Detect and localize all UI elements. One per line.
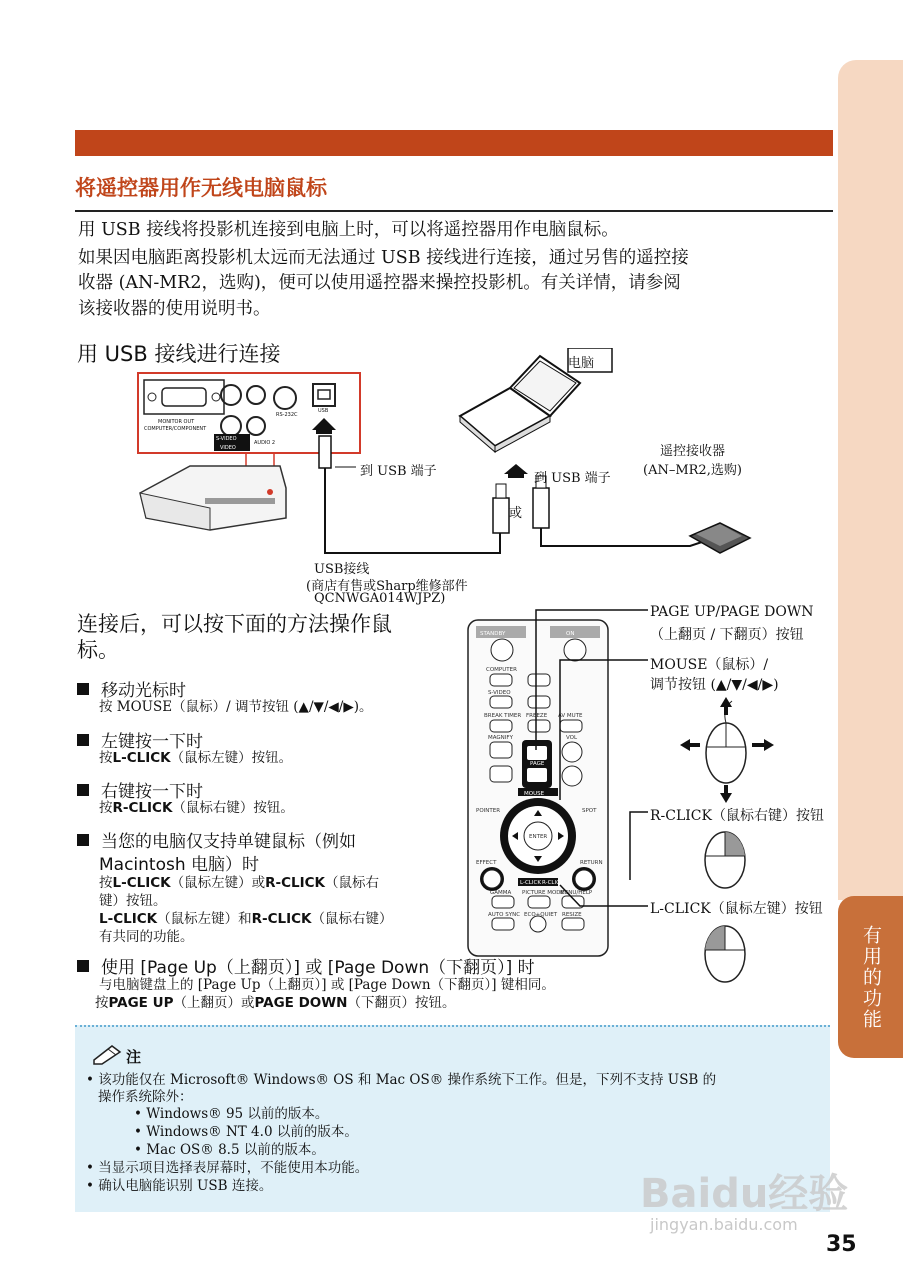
item-right-click-body: 按R-CLICK（鼠标右键）按钮。 [99,800,294,816]
section-title: 将遥控器用作无线电脑鼠标 [75,176,327,200]
intro-paragraph-2-line-2: 收器 (AN-MR2，选购)，便可以使用遥控器来操控投影机。有关详情，请参阅 [78,273,681,293]
callout-r-click: R-CLICK（鼠标右键）按钮 [650,808,824,824]
panel-label-monitor-out: MONITOR OUT [158,419,195,425]
item-single-button-title-1: 当您的电脑仅支持单键鼠标（例如 [77,827,356,852]
item-move-cursor-body: 按 MOUSE（鼠标）/ 调节按钮 (▲/▼/◀/▶)。 [99,699,373,715]
remote-label-standby: STANDBY [480,631,506,637]
item-single-button-body-3: L-CLICK（鼠标左键）和R-CLICK（鼠标右键） [99,911,393,927]
label-usb-cable: USB接线 [314,562,370,577]
after-connect-heading-line-2: 标。 [77,638,119,662]
note-bullet-1-line-2: 操作系统除外： [98,1089,193,1105]
remote-label-computer: COMPUTER [486,667,517,673]
intro-paragraph-1: 用 USB 接线将投影机连接到电脑上时，可以将遥控器用作电脑鼠标。 [78,220,619,240]
remote-label-resize: RESIZE [562,912,582,918]
mouse-move-icon [678,695,778,805]
remote-label-mouse: MOUSE [524,791,545,797]
remote-label-vol: VOL [566,735,578,741]
remote-label-enter: ENTER [529,834,548,840]
item-page-up-down-body-2: 按PAGE UP（上翻页）或PAGE DOWN（下翻页）按钮。 [95,995,456,1011]
remote-label-l-click: L-CLICK [520,880,541,886]
callout-l-click: L-CLICK（鼠标左键）按钮 [650,901,823,917]
note-sub-bullet-2: • Windows® NT 4.0 以前的版本。 [134,1124,358,1140]
remote-label-on: ON [566,631,575,637]
section-divider [75,210,833,212]
panel-label-s-video: S-VIDEO [216,436,237,442]
note-bullet-2: • 当显示项目选择表屏幕时，不能使用本功能。 [86,1160,369,1176]
callout-lines [530,600,650,920]
item-page-up-down-body-1: 与电脑键盘上的 [Page Up（上翻页）] 或 [Page Down（下翻页）] 键相同。 [99,977,555,993]
note-title: 注 [126,1048,142,1066]
usb-connection-heading: 用 USB 接线进行连接 [77,342,281,366]
remote-label-eco-quiet: ECO+QUIET [524,912,558,918]
item-right-click-title: 右键按一下时 [77,777,203,802]
usb-connection-diagram [130,348,770,610]
label-usb-cable-source: (商店有售或Sharp维修部件 [306,579,468,594]
item-move-cursor-title: 移动光标时 [77,676,186,701]
side-tab-useful-functions[interactable]: 有用的功能 [838,896,903,1058]
callout-mouse-1: MOUSE（鼠标）/ [650,657,769,673]
watermark-logo: Baidu经验 [640,1171,849,1217]
intro-paragraph-2-line-3: 该接收器的使用说明书。 [78,299,271,319]
item-left-click-body: 按L-CLICK（鼠标左键）按钮。 [99,750,293,766]
label-to-usb-port-pc: 到 USB 端子 [534,471,611,486]
watermark-url: jingyan.baidu.com [650,1215,798,1234]
label-receiver: 遥控接收器 [660,444,726,459]
panel-label-rs232c: RS-232C [276,412,298,418]
remote-label-s-video: S-VIDEO [488,690,511,696]
intro-paragraph-2-line-1: 如果因电脑距离投影机太远而无法通过 USB 接线进行连接，通过另售的遥控接 [78,248,689,268]
remote-label-r-click: R-CLICK [542,880,564,886]
panel-label-computer-component: COMPUTER/COMPONENT [144,426,207,432]
callout-page-updown-2: （上翻页 / 下翻页）按钮 [650,627,804,643]
label-usb-cable-part: QCNWGA014WJPZ) [314,591,446,606]
label-pc: 电脑 [568,356,595,371]
item-single-button-body-1: 按L-CLICK（鼠标左键）或R-CLICK（鼠标右 [99,875,380,891]
note-sub-bullet-1: • Windows® 95 以前的版本。 [134,1106,329,1122]
callout-mouse-2: 调节按钮 (▲/▼/◀/▶) [650,677,779,693]
panel-label-usb: USB [318,408,329,414]
remote-label-menu-help: MENU/HELP [560,890,593,896]
item-left-click-title: 左键按一下时 [77,727,203,752]
remote-label-page: PAGE [530,761,545,767]
side-tab-background [838,60,903,900]
remote-label-pointer: POINTER [476,808,501,814]
item-page-up-down-title: 使用 [Page Up（上翻页）] 或 [Page Down（下翻页）] 时 [77,953,535,978]
remote-label-gamma: GAMMA [490,890,512,896]
remote-label-picture-mode: PICTURE MODE [522,890,564,896]
remote-label-effect: EFFECT [476,860,497,866]
projector-drawing [140,466,286,530]
panel-label-audio-2: AUDIO 2 [254,440,276,446]
mouse-right-click-icon [700,826,750,890]
label-receiver-model: (AN–MR2,选购) [643,463,742,478]
item-single-button-body-4: 有共同的功能。 [99,929,194,945]
section-header-bar [75,130,833,156]
note-sub-bullet-3: • Mac OS® 8.5 以前的版本。 [134,1142,325,1158]
label-to-usb-port-projector: 到 USB 端子 [360,464,437,479]
remote-label-auto-sync: AUTO SYNC [488,912,521,918]
label-or: 或 [509,506,523,521]
after-connect-heading-line-1: 连接后，可以按下面的方法操作鼠 [77,612,392,636]
callout-page-updown-1: PAGE UP/PAGE DOWN [650,604,814,620]
remote-label-break-timer: BREAK TIMER [484,713,522,719]
laptop-drawing [460,356,580,452]
item-single-button-title-2: Macintosh 电脑）时 [99,855,260,875]
pencil-icon [90,1042,126,1066]
remote-label-spot: SPOT [582,808,597,814]
note-bullet-1-line-1: • 该功能仅在 Microsoft® Windows® OS 和 Mac OS® 操作系统下工作。但是，下列不支持 USB 的 [86,1072,717,1088]
remote-label-return: RETURN [580,860,603,866]
panel-label-video: VIDEO [220,445,236,451]
item-single-button-body-2: 键）按钮。 [99,893,167,909]
note-bullet-3: • 确认电脑能识别 USB 连接。 [86,1178,273,1194]
remote-label-freeze: FREEZE [526,713,548,719]
remote-label-magnify: MAGNIFY [488,735,513,741]
page-number: 35 [826,1232,857,1257]
mouse-left-click-icon [700,920,750,984]
remote-label-av-mute: AV MUTE [558,713,583,719]
